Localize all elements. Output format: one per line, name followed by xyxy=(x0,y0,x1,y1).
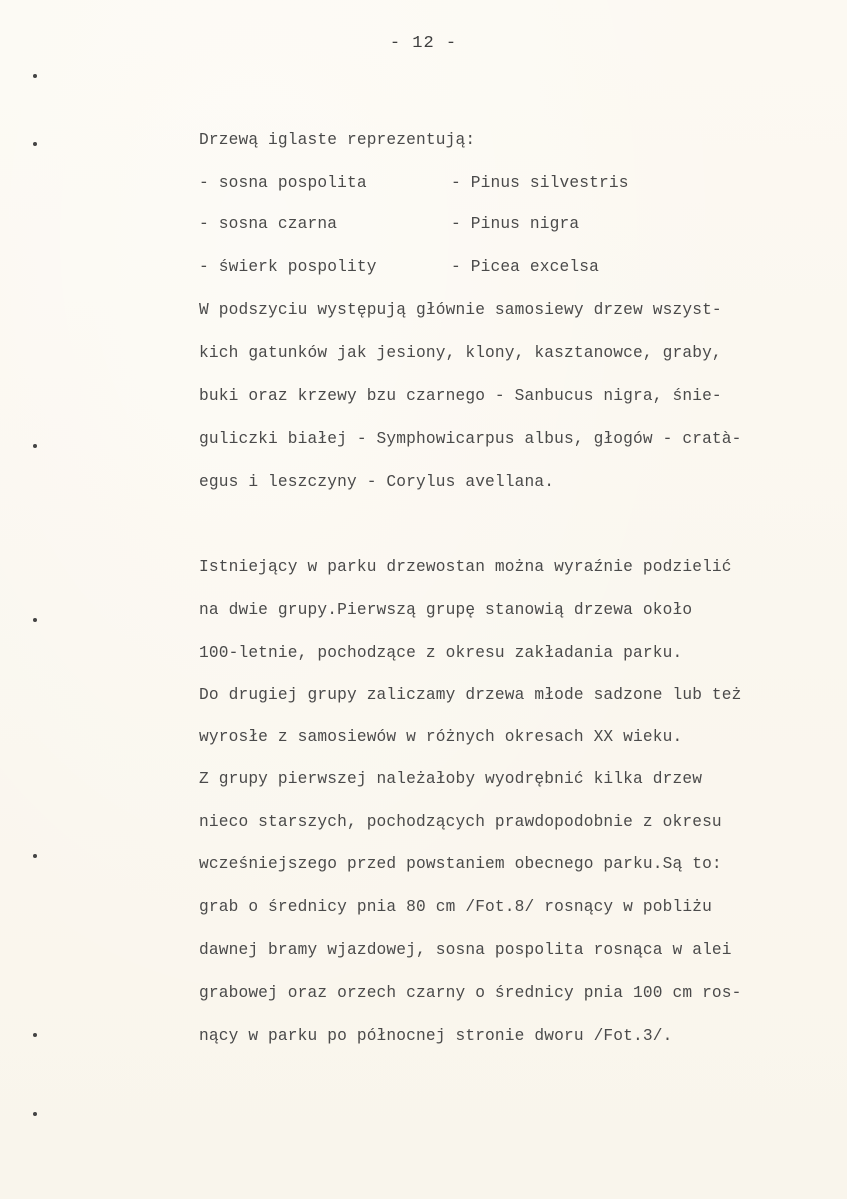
margin-dot xyxy=(33,142,37,146)
paragraph-line: egus i leszczyny - Corylus avellana. xyxy=(199,473,555,491)
margin-dot xyxy=(33,74,37,78)
paragraph-line: Do drugiej grupy zaliczamy drzewa młode sadzone lub też xyxy=(199,686,742,704)
paragraph-line: W podszyciu występują głównie samosiewy drzew wszyst- xyxy=(199,301,722,319)
paragraph-line: grab o średnicy pnia 80 cm /Fot.8/ rosnący w pobliżu xyxy=(199,898,712,916)
margin-dot xyxy=(33,1112,37,1116)
margin-dot xyxy=(33,854,37,858)
paragraph-line: dawnej bramy wjazdowej, sosna pospolita rosnąca w alei xyxy=(199,941,732,959)
paragraph-line: kich gatunków jak jesiony, klony, kasztanowce, graby, xyxy=(199,344,722,362)
paragraph-line: nieco starszych, pochodzących prawdopodobnie z okresu xyxy=(199,813,722,831)
species-polish-name: - sosna pospolita xyxy=(199,174,367,192)
species-polish-name: - świerk pospolity xyxy=(199,258,377,276)
paragraph-line: wcześniejszego przed powstaniem obecnego parku.Są to: xyxy=(199,855,722,873)
paragraph-line: guliczki białej - Symphowicarpus albus, głogów - cratà- xyxy=(199,430,742,448)
species-latin-name: - Pinus nigra xyxy=(451,215,580,233)
paragraph-line: na dwie grupy.Pierwszą grupę stanowią drzewa około xyxy=(199,601,693,619)
paragraph-line: Z grupy pierwszej należałoby wyodrębnić kilka drzew xyxy=(199,770,703,788)
paragraph-line: nący w parku po północnej stronie dworu /Fot.3/. xyxy=(199,1027,673,1045)
page-number: - 12 - xyxy=(389,34,458,53)
margin-dot xyxy=(33,444,37,448)
margin-dot xyxy=(33,618,37,622)
section-heading: Drzewą iglaste reprezentują: xyxy=(199,131,476,149)
species-latin-name: - Picea excelsa xyxy=(451,258,599,276)
species-polish-name: - sosna czarna xyxy=(199,215,338,233)
species-latin-name: - Pinus silvestris xyxy=(451,174,629,192)
paragraph-line: buki oraz krzewy bzu czarnego - Sanbucus nigra, śnie- xyxy=(199,387,722,405)
paragraph-line: grabowej oraz orzech czarny o średnicy pnia 100 cm ros- xyxy=(199,984,742,1002)
paragraph-line: 100-letnie, pochodzące z okresu zakładania parku. xyxy=(199,644,683,662)
paragraph-line: wyrosłe z samosiewów w różnych okresach XX wieku. xyxy=(199,728,683,746)
margin-dot xyxy=(33,1033,37,1037)
paragraph-line: Istniejący w parku drzewostan można wyraźnie podzielić xyxy=(199,558,732,576)
